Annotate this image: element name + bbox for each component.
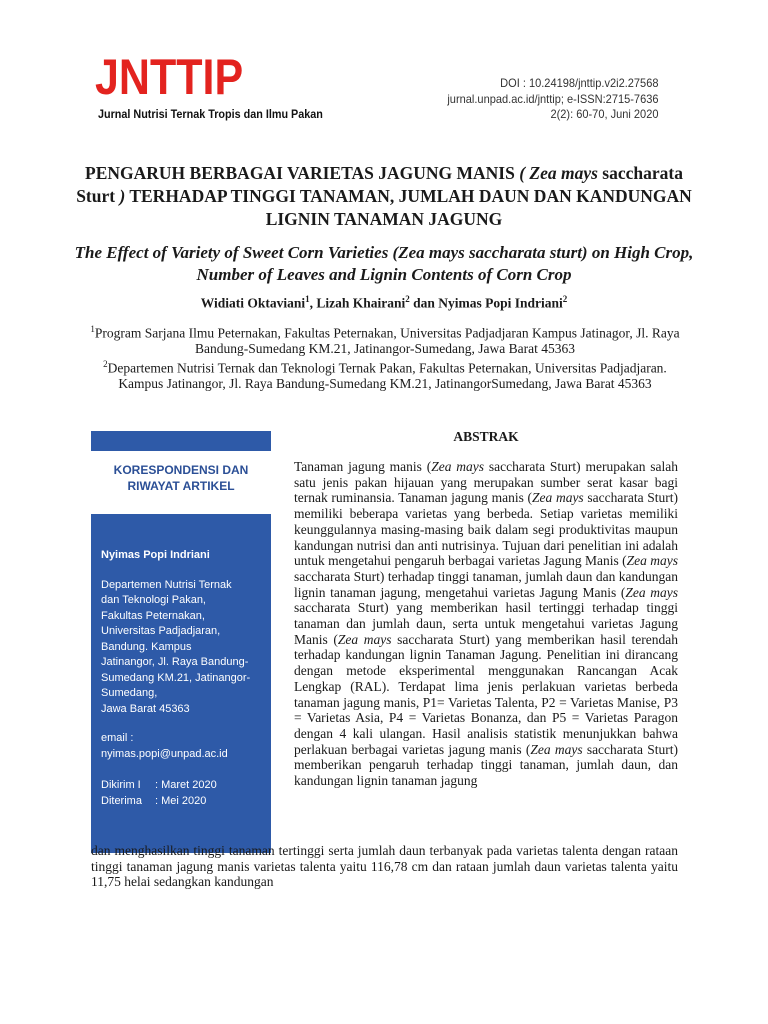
correspondence-heading-line: RIWAYAT ARTIKEL <box>127 479 235 493</box>
title-paren: ) <box>119 186 126 206</box>
author-list <box>70 294 698 312</box>
journal-url-issn[interactable]: jurnal.unpad.ac.id/jnttip; e-ISSN:2715-7636 <box>446 91 658 106</box>
history-accepted <box>101 794 267 810</box>
abstract-text: saccharata Sturt) terhadap tinggi tanaman, jumlah daun dan kandungan lignin tanaman jagung, mengetahui varietas Jagung Manis ( <box>294 568 678 600</box>
address-line: Universitas Padjadjaran, <box>101 625 221 637</box>
title-part-3: TERHADAP TINGGI TANAMAN, JUMLAH DAUN DAN KANDUNGAN LIGNIN TANAMAN JAGUNG <box>125 186 692 229</box>
corresponding-author: Nyimas Popi Indriani <box>101 549 210 561</box>
affiliation-text: Departemen Nutrisi Ternak dan Teknologi Ternak Pakan, Fakultas Peternakan, Universitas Padjadjaran. Kampus Jatinangor, Jl. Raya Bandung-Sumedang KM.21, JatinangorSumedang, Jawa Barat 45363 <box>107 360 667 391</box>
history-value: : Maret 2020 <box>155 779 217 791</box>
title-species: ( Zea mays <box>519 163 598 183</box>
abstract-heading: ABSTRAK <box>453 429 519 444</box>
email-link[interactable]: nyimas.popi@unpad.ac.id <box>101 747 228 760</box>
address-line: Fakultas Peternakan, <box>101 609 205 622</box>
abstract-text: saccharata Sturt) yang memberikan hasil tertinggi terhadap tinggi tanaman dan jumlah daun, serta untuk mengetahui varietas Jagung Manis ( <box>294 600 678 647</box>
correspondence-heading <box>91 462 271 494</box>
affiliation-mark: 2 <box>103 358 108 369</box>
doi[interactable]: DOI : 10.24198/jnttip.v2i2.27568 <box>499 76 658 90</box>
author-affiliation-mark: 2 <box>405 294 410 304</box>
history-sent <box>101 778 267 794</box>
corresponding-address <box>101 578 267 718</box>
abstract-text: saccharata Sturt) yang memberikan hasil terendah terhadap kandungan lignin Tanaman Jagung. Penelitian ini dirancang dengan metode eksperimental menggunakan Rancangan Acak Lengkap (RAL). Terdapat lima jenis perlakuan varietas berbeda tanaman jagung manis, P1= Varietas Talenta, P2 = Varietas Manise, P3 = Varietas Asia, P4 = Varietas Bonanza, dan P5 = Varietas Paragon dengan 4 kali ulangan. Hasil analisis statistik menunjukkan bahwa perlakuan berbagai varietas jagung manis ( <box>294 631 679 757</box>
address-line: Bandung. Kampus <box>101 640 192 653</box>
author-separator: dan <box>409 295 439 311</box>
correspondence-heading-line: KORESPONDENSI DAN <box>113 463 249 477</box>
issue-info: 2(2): 60-70, Juni 2020 <box>549 107 658 121</box>
author-name: Nyimas Popi Indriani <box>438 295 563 311</box>
article-title <box>70 162 698 231</box>
history-value: : Mei 2020 <box>155 794 207 807</box>
journal-name: Jurnal Nutrisi Ternak Tropis dan Ilmu Pakan <box>98 107 323 121</box>
author-affiliation-mark: 2 <box>562 294 568 304</box>
address-line: Sumedang KM.21, Jatinangor- <box>101 671 251 684</box>
abstract-text: Tanaman jagung manis ( <box>294 459 432 474</box>
address-line: Departemen Nutrisi Ternak <box>101 578 232 591</box>
journal-logo: JNTTIP <box>95 49 244 105</box>
email-label: email : <box>101 732 134 744</box>
correspondence-box <box>91 514 271 853</box>
abstract-text: saccharata Sturt) merupakan salah satu jenis pakan hijauan yang merupakan sumber serat kasar bagi ternak ruminansia. Tanaman jagung manis ( <box>294 459 679 506</box>
abstract-paragraph <box>294 459 678 789</box>
english-title: The Effect of Variety of Sweet Corn Varieties (Zea mays saccharata sturt) on High Crop, Number of Leaves and Lignin Contents of Corn Crop <box>74 243 694 284</box>
address-line: Jatinangor, Jl. Raya Bandung- <box>101 656 249 668</box>
affiliation-text: Program Sarjana Ilmu Peternakan, Fakultas Peternakan, Universitas Padjadjaran Kampus Jatinagor, Jl. Raya Bandung-Sumedang KM.21, Jatinangor-Sumedang, Jawa Barat 45363 <box>94 325 680 356</box>
affiliation-mark: 1 <box>90 324 95 334</box>
species-name: Zea mays <box>431 459 485 474</box>
article-meta <box>429 76 658 123</box>
author-affiliation-mark: 1 <box>305 294 310 304</box>
species-name: Zea mays <box>626 553 678 569</box>
affiliation-1 <box>90 322 680 357</box>
address-line: Jawa Barat 45363 <box>101 702 190 715</box>
species-name: Zea mays <box>532 490 584 506</box>
species-name: Zea mays <box>625 584 679 600</box>
abstract-paragraph: dan menghasilkan tinggi tanaman tertinggi serta jumlah daun terbanyak pada varietas talenta dengan rataan tinggi tanaman jagung manis varietas talenta yaitu 116,78 cm dan rataan jumlah daun varietas talenta yaitu 11,75 helai sedangkan kandungan <box>91 843 678 890</box>
sidebar-header-bar <box>91 431 271 451</box>
abstract-text: saccharata Sturt) memberikan pengaruh terhadap tinggi tanaman, jumlah daun, dan kandungan lignin tanaman jagung <box>294 741 679 789</box>
species-name: Zea mays <box>337 631 392 647</box>
abstract-text: saccharata Sturt) memiliki beberapa varietas yang berbeda. Setiap varietas memiliki keunggulannya masing-masing baik dalam segi produktivitas maupun kandungan nutrisi dan anti nutrisinya. Tujuan dari penelitian ini adalah untuk mengetahui pengaruh berbagai varietas Jagung Manis ( <box>294 490 679 569</box>
address-line: dan Teknologi Pakan, <box>101 594 206 606</box>
title-part-1: PENGARUH BERBAGAI VARIETAS JAGUNG MANIS <box>85 163 520 183</box>
email-block <box>101 731 267 762</box>
author-name: Lizah Khairani <box>316 295 406 311</box>
history-label: Dikirim I <box>101 779 141 791</box>
species-name: Zea mays <box>530 741 583 757</box>
abstract-body <box>294 459 678 789</box>
history-label: Diterima <box>101 794 142 807</box>
title-part-2: saccharata Sturt <box>76 163 683 206</box>
author-separator: , <box>309 295 317 311</box>
abstract-continuation <box>91 843 678 890</box>
address-line: Sumedang, <box>101 687 158 699</box>
affiliation-2 <box>90 357 680 392</box>
author-name: Widiati Oktaviani <box>200 295 306 311</box>
affiliations <box>90 322 680 391</box>
